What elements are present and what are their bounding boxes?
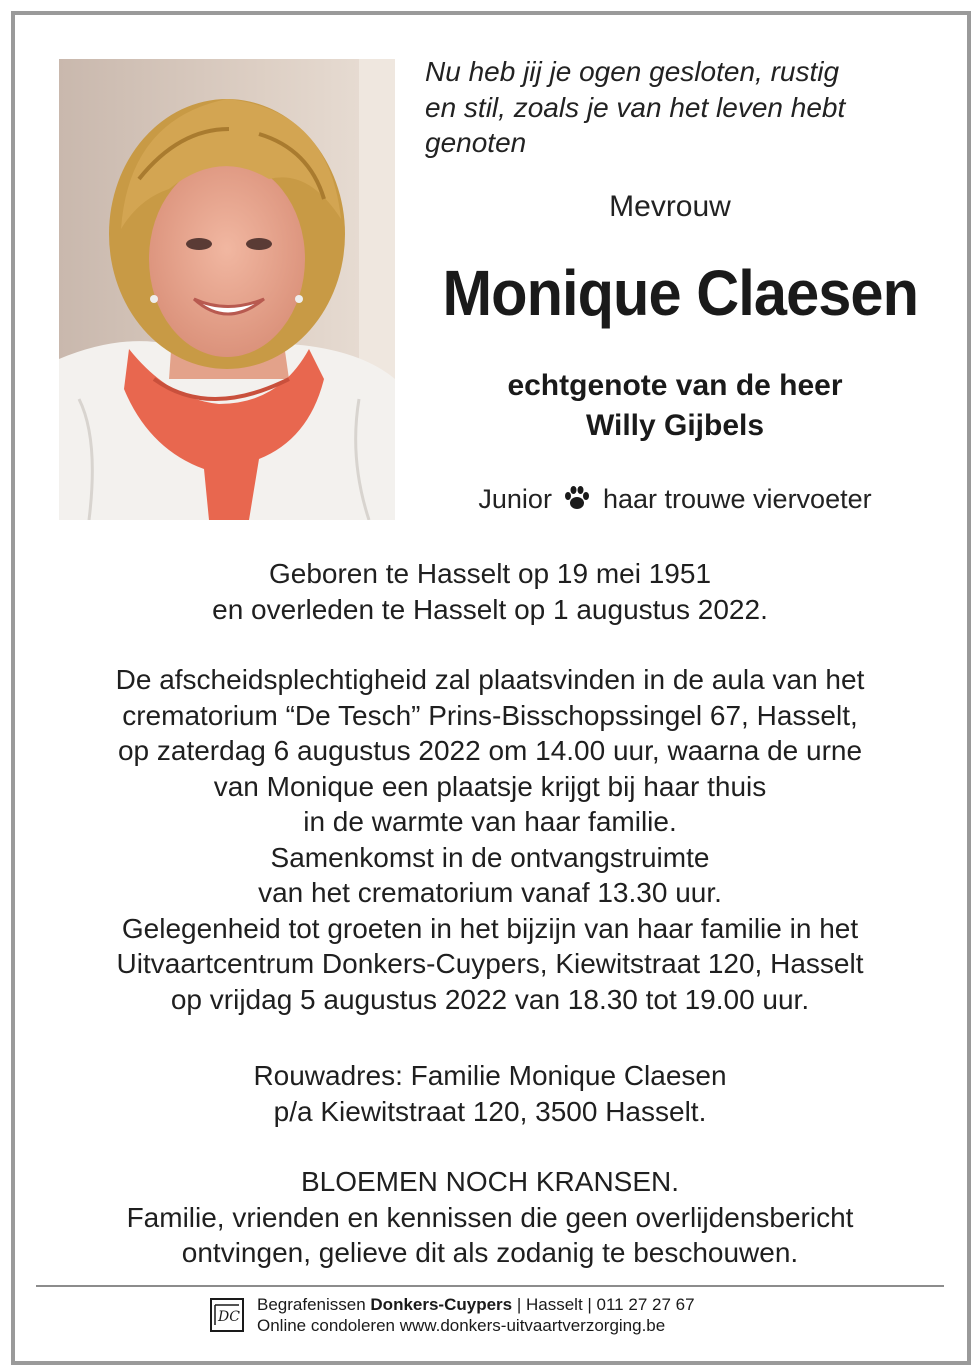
spouse-line: echtgenote van de heer — [507, 369, 843, 402]
footer-text — [257, 1294, 695, 1336]
text-line: in de warmte van haar familie. — [303, 806, 677, 837]
deceased-name: Monique Claesen — [442, 257, 919, 329]
birth-death-dates — [40, 556, 940, 627]
text-line: ontvingen, gelieve dit als zodanig te beschouwen. — [181, 1237, 799, 1268]
footer-prefix: Begrafenissen — [257, 1295, 371, 1314]
text-line: en overleden te Hasselt op 1 augustus 2022. — [212, 593, 768, 625]
ceremony-details — [40, 662, 940, 1017]
poem — [425, 54, 905, 161]
salutation: Mevrouw — [609, 190, 731, 223]
poem-line: en stil, zoals je van het leven hebt — [425, 91, 846, 123]
text-line: p/a Kiewitstraat 120, 3500 Hasselt. — [273, 1095, 707, 1127]
text-line: crematorium “De Tesch” Prins-Bisschopssingel 67, Hasselt, — [122, 699, 858, 731]
text-line: van Monique een plaatsje krijgt bij haar thuis — [213, 770, 767, 802]
portrait-photo — [59, 59, 395, 520]
spouse-name: Willy Gijbels — [585, 409, 765, 442]
svg-text:DC: DC — [218, 1309, 240, 1325]
text-line: Geboren te Hasselt op 19 mei 1951 — [268, 558, 712, 589]
text-line: op vrijdag 5 augustus 2022 van 18.30 tot 19.00 uur. — [170, 983, 810, 1015]
spouse-info — [425, 366, 925, 446]
text-line: op zaterdag 6 augustus 2022 om 14.00 uur, waarna de urne — [117, 735, 863, 766]
footer-line-1 — [257, 1294, 695, 1315]
mourning-address — [40, 1058, 940, 1129]
text-line: Rouwadres: Familie Monique Claesen — [253, 1060, 727, 1091]
footer-website[interactable]: Online condoleren www.donkers-uitvaartverzorging.be — [257, 1316, 666, 1335]
paw-icon — [563, 485, 591, 518]
pet-name: Junior — [478, 484, 552, 514]
flowers-notice — [40, 1164, 940, 1271]
text-line: Uitvaartcentrum Donkers-Cuypers, Kiewitstraat 120, Hasselt — [116, 948, 864, 979]
company-name: Donkers-Cuypers — [370, 1295, 513, 1314]
footer — [209, 1294, 769, 1338]
text-line: van het crematorium vanaf 13.30 uur. — [258, 877, 722, 908]
text-line: Gelegenheid tot groeten in het bijzijn van haar familie in het — [121, 912, 859, 944]
text-line: Familie, vrienden en kennissen die geen overlijdensbericht — [126, 1201, 854, 1233]
footer-divider — [36, 1285, 944, 1287]
text-line: BLOEMEN NOCH KRANSEN. — [300, 1166, 680, 1197]
pet-description: haar trouwe viervoeter — [602, 484, 872, 514]
text-line: Samenkomst in de ontvangstruimte — [270, 841, 710, 873]
dc-logo-icon — [209, 1297, 245, 1333]
poem-line: Nu heb jij je ogen gesloten, rustig — [425, 56, 840, 87]
poem-line: genoten — [425, 127, 527, 158]
footer-contact: | Hasselt | 011 27 27 67 — [512, 1295, 695, 1314]
pet-line — [425, 484, 925, 518]
text-line: De afscheidsplechtigheid zal plaatsvinden in de aula van het — [115, 664, 865, 695]
